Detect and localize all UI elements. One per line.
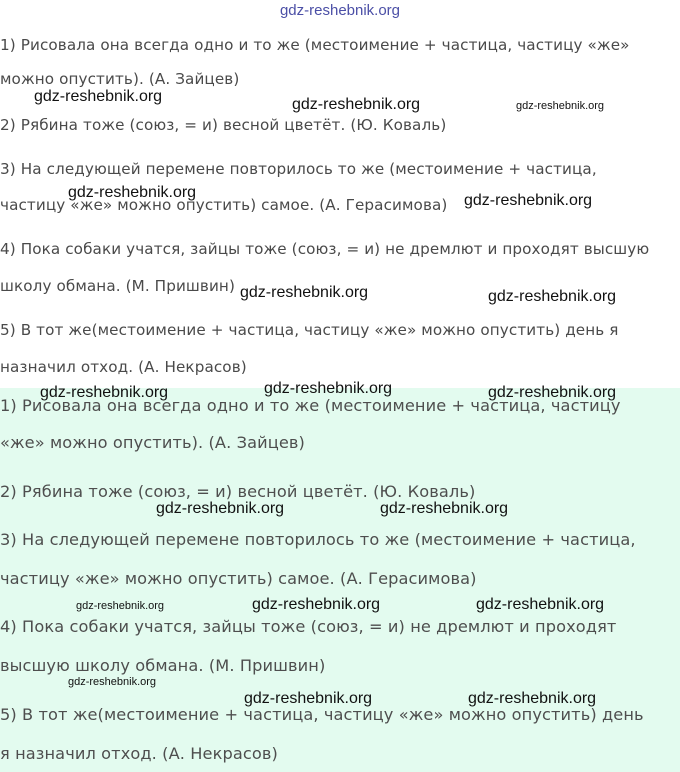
text-line: 4) Пока собаки учатся, зайцы тоже (союз, = и) не дремлют и проходят [0, 617, 617, 636]
text-line: 1) Рисовала она всегда одно и то же (местоимение + частица, частицу [0, 396, 621, 415]
text-line: 1) Рисовала она всегда одно и то же (местоимение + частица, частицу «же» [0, 36, 630, 54]
watermark: gdz-reshebnik.org [488, 384, 617, 401]
text-line: я назначил отход. (А. Некрасов) [0, 744, 278, 763]
text-line: можно опустить). (А. Зайцев) [0, 70, 240, 88]
watermark: gdz-reshebnik.org [240, 284, 369, 301]
text-line: школу обмана. (М. Пришвин) [0, 277, 235, 295]
watermark: gdz-reshebnik.org [68, 676, 157, 688]
watermark: gdz-reshebnik.org [468, 690, 597, 707]
text-line: 2) Рябина тоже (союз, = и) весной цветёт. (Ю. Коваль) [0, 482, 476, 501]
text-line: частицу «же» можно опустить) самое. (А. Герасимова) [0, 196, 448, 214]
text-line: назначил отход. (А. Некрасов) [0, 358, 247, 376]
text-line: 4) Пока собаки учатся, зайцы тоже (союз, = и) не дремлют и проходят высшую [0, 240, 650, 258]
text-line: 5) В тот же(местоимение + частица, частицу «же» можно опустить) день [0, 705, 644, 724]
watermark: gdz-reshebnik.org [476, 596, 605, 613]
watermark: gdz-reshebnik.org [252, 596, 381, 613]
watermark: gdz-reshebnik.org [264, 380, 393, 397]
watermark: gdz-reshebnik.org [516, 100, 605, 112]
watermark: gdz-reshebnik.org [464, 192, 593, 209]
text-line: 5) В тот же(местоимение + частица, частицу «же» можно опустить) день я [0, 321, 619, 339]
text-line: 3) На следующей перемене повторилось то же (местоимение + частица, [0, 160, 597, 178]
text-line: высшую школу обмана. (М. Пришвин) [0, 656, 326, 675]
watermark: gdz-reshebnik.org [76, 600, 165, 612]
text-line: «же» можно опустить). (А. Зайцев) [0, 433, 305, 452]
watermark: gdz-reshebnik.org [68, 184, 197, 201]
watermark: gdz-reshebnik.org [488, 288, 617, 305]
watermark: gdz-reshebnik.org [380, 500, 509, 517]
watermark: gdz-reshebnik.org [156, 500, 285, 517]
text-line: 3) На следующей перемене повторилось то же (местоимение + частица, [0, 530, 636, 549]
watermark: gdz-reshebnik.org [244, 690, 373, 707]
site-watermark-header: gdz-reshebnik.org [279, 2, 401, 19]
answer-block-2 [0, 388, 680, 772]
text-line: 2) Рябина тоже (союз, = и) весной цветёт. (Ю. Коваль) [0, 116, 447, 134]
text-line: частицу «же» можно опустить) самое. (А. Герасимова) [0, 569, 477, 588]
watermark: gdz-reshebnik.org [34, 88, 163, 105]
watermark: gdz-reshebnik.org [40, 384, 169, 401]
watermark: gdz-reshebnik.org [292, 96, 421, 113]
